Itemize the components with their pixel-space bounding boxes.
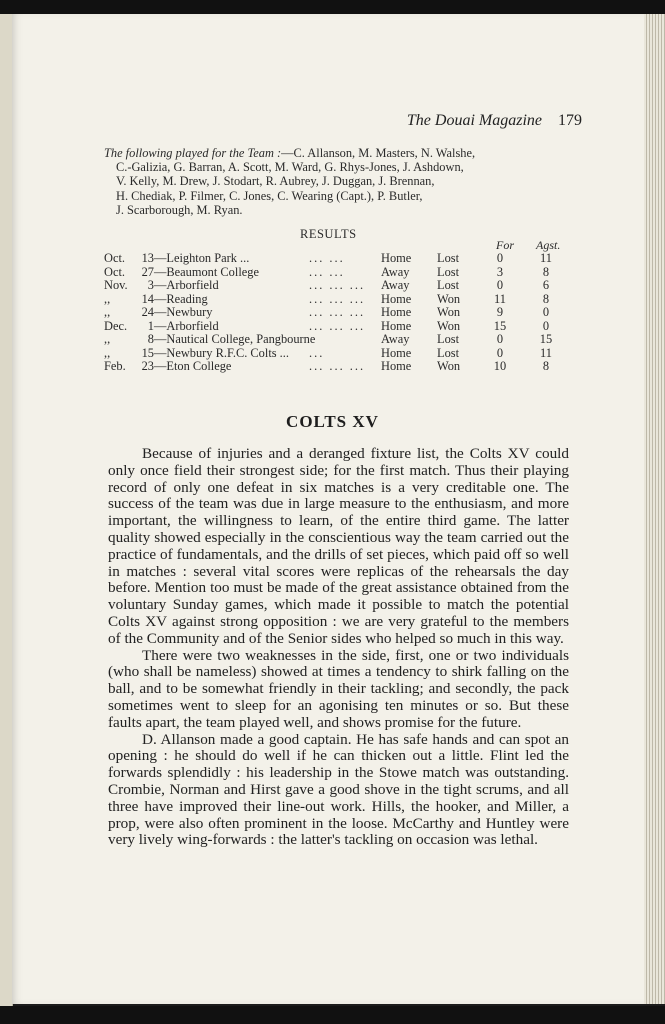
fixture-month: Nov. xyxy=(104,278,128,292)
fixture-venue: Home xyxy=(381,318,412,333)
fixture-points-for: 9 xyxy=(496,305,504,319)
fixture-day: 13 xyxy=(141,251,154,265)
fixture-opponent: —Arborfield xyxy=(154,318,219,333)
fixture-points-for: 3 xyxy=(496,264,504,279)
fixture-points-for: 10 xyxy=(493,359,507,373)
fixture-venue: Home xyxy=(381,359,412,373)
team-list xyxy=(104,146,564,217)
fixture-points-against: 11 xyxy=(540,251,552,265)
fixture-leader-dots: ... ... xyxy=(309,251,345,265)
fixture-points-against: 8 xyxy=(542,264,550,279)
fixture-result: Lost xyxy=(437,251,460,265)
fixture-leader-dots: ... ... ... xyxy=(309,359,366,373)
fixture-row xyxy=(104,360,564,374)
fixture-opponent: —Beaumont College xyxy=(154,264,259,279)
fixture-month: ,, xyxy=(104,291,111,306)
fixture-day: 8 xyxy=(147,332,154,346)
fixture-leader-dots: ... ... ... xyxy=(309,318,366,333)
article-body xyxy=(108,446,569,849)
fixture-result: Won xyxy=(437,318,461,333)
fixture-row xyxy=(104,320,564,334)
paragraph: There were two weaknesses in the side, first, one or two individuals (who shall be nameless) showed at times a tendency to shirk falling on the ball, and to be somewhat friendly in their tackling; and secondly, the pack sometimes went to sleep for an agonising ten minutes or so. But these faults apart, the team played well, and shows promise for the future. xyxy=(108,646,569,731)
fixture-day: 23 xyxy=(141,359,154,373)
fixture-month: Feb. xyxy=(104,359,126,373)
fixture-row xyxy=(104,279,564,293)
fixture-points-against: 15 xyxy=(539,332,553,346)
fixture-points-for: 0 xyxy=(496,332,504,346)
fixture-day: 27 xyxy=(141,264,154,279)
fixture-opponent: —Arborfield xyxy=(154,278,219,292)
fixture-row xyxy=(104,252,564,266)
fixture-venue: Away xyxy=(381,264,410,279)
fixture-month: Dec. xyxy=(104,318,128,333)
fixture-result: Won xyxy=(437,305,461,319)
fixture-leader-dots: ... ... ... xyxy=(309,305,366,319)
fixture-opponent: —Reading xyxy=(154,291,208,306)
fixture-leader-dots: ... ... xyxy=(309,264,345,279)
fixture-row xyxy=(104,266,564,280)
fixture-opponent: —Newbury R.F.C. Colts ... xyxy=(154,345,289,360)
fixture-opponent: —Newbury xyxy=(154,305,213,319)
section-heading: COLTS XV xyxy=(286,412,379,431)
scan-bottom-border xyxy=(0,1006,665,1024)
fixture-venue: Home xyxy=(381,305,412,319)
fixture-opponent: —Leighton Park ... xyxy=(154,251,250,265)
fixture-result: Lost xyxy=(437,278,460,292)
fixture-result: Won xyxy=(437,291,461,306)
fixture-leader-dots: ... xyxy=(309,345,325,360)
fixture-day: 1 xyxy=(147,318,154,333)
fixture-day: 3 xyxy=(147,278,154,292)
paragraph: Because of injuries and a deranged fixture list, the Colts XV could only once field their strongest side; for the first match. Thus their playing record of only one defeat in six matches is a very creditable one. The success of the team was due in large measure to the enthusiasm, and more important, the willingness to learn, of the entire third game. The latter quality showed especially in the conscientious way the team carried out the practice of fundamentals, and the drills of set pieces, which paid off so well in matches : several vital scores were replicas of the rehearsals the day before. Mention too must be made of the great assistance obtained from the voluntary Sunday games, which made it possible to match the potential Colts XV against strong opposition : we are very grateful to the members of the Community and of the Senior sides who helped so much in this way. xyxy=(108,445,569,647)
team-list-line: J. Scarborough, M. Ryan. xyxy=(116,202,243,217)
team-list-line: H. Chediak, P. Filmer, C. Jones, C. Wearing (Capt.), P. Butler, xyxy=(116,188,423,203)
fixture-row xyxy=(104,333,564,347)
fixture-month: ,, xyxy=(104,345,111,360)
fixture-month: Oct. xyxy=(104,251,125,265)
team-list-lead: The following played for the Team : xyxy=(104,146,282,160)
fixture-opponent: —Nautical College, Pangbourne xyxy=(154,332,316,346)
against-column-header: Agst. xyxy=(536,238,561,252)
paragraph: D. Allanson made a good captain. He has safe hands and can spot an opening : he should do well if he can thicken out a little. Flint led the forwards splendidly : his leadership in the Stowe match was outstanding. Crombie, Norman and Hirst gave a good shove in the tight scrums, and all three have improved their line-out work. Hills, the hooker, and Miller, a prop, were also often prominent in the loose. McCarthy and Huntley were very lively wing-forwards : the latter's tackling on occasion was lethal. xyxy=(108,730,569,849)
fixture-venue: Away xyxy=(381,332,410,346)
fixture-result: Lost xyxy=(437,264,460,279)
fixture-day: 24 xyxy=(141,305,154,319)
results-heading: RESULTS xyxy=(300,227,357,241)
page-number: 179 xyxy=(558,112,582,129)
fixture-row xyxy=(104,347,564,361)
fixture-result: Lost xyxy=(437,332,460,346)
fixture-month: ,, xyxy=(104,305,111,319)
fixture-leader-dots: ... ... ... xyxy=(309,278,366,292)
fixture-points-for: 11 xyxy=(494,291,506,306)
fixture-day: 15 xyxy=(141,345,154,360)
fixture-points-for: 15 xyxy=(493,318,507,333)
results-table xyxy=(104,252,564,374)
fixture-row xyxy=(104,306,564,320)
fixture-month: ,, xyxy=(104,332,111,346)
fixture-result: Lost xyxy=(437,345,460,360)
fixture-day: 14 xyxy=(141,291,154,306)
fixture-venue: Away xyxy=(381,278,410,292)
scan-top-border xyxy=(0,0,665,14)
fixture-points-against: 8 xyxy=(542,359,550,373)
fixture-leader-dots: ... ... ... xyxy=(309,291,366,306)
fixture-opponent: —Eton College xyxy=(154,359,232,373)
fixture-points-for: 0 xyxy=(496,278,504,292)
team-list-line: C.-Galizia, G. Barran, A. Scott, M. Ward, G. Rhys-Jones, J. Ashdown, xyxy=(116,160,464,175)
fixture-points-for: 0 xyxy=(496,345,504,360)
team-list-line: V. Kelly, M. Drew, J. Stodart, R. Aubrey, J. Duggan, J. Brennan, xyxy=(116,174,435,189)
magazine-title: The Douai Magazine xyxy=(406,112,542,129)
team-list-line: The following played for the Team :—C. Allanson, M. Masters, N. Walshe, xyxy=(104,146,476,160)
fixture-row xyxy=(104,293,564,307)
fixture-points-against: 11 xyxy=(540,345,552,360)
fixture-points-against: 0 xyxy=(542,318,550,333)
fixture-month: Oct. xyxy=(104,264,125,279)
for-column-header: For xyxy=(496,238,514,252)
fixture-points-for: 0 xyxy=(496,251,504,265)
fixture-result: Won xyxy=(437,359,461,373)
fixture-points-against: 0 xyxy=(542,305,550,319)
fixture-venue: Home xyxy=(381,345,412,360)
page-stack-edges xyxy=(644,14,665,1004)
fixture-venue: Home xyxy=(381,251,412,265)
fixture-points-against: 6 xyxy=(542,278,550,292)
fixture-venue: Home xyxy=(381,291,412,306)
running-header xyxy=(407,112,582,130)
fixture-points-against: 8 xyxy=(542,291,550,306)
